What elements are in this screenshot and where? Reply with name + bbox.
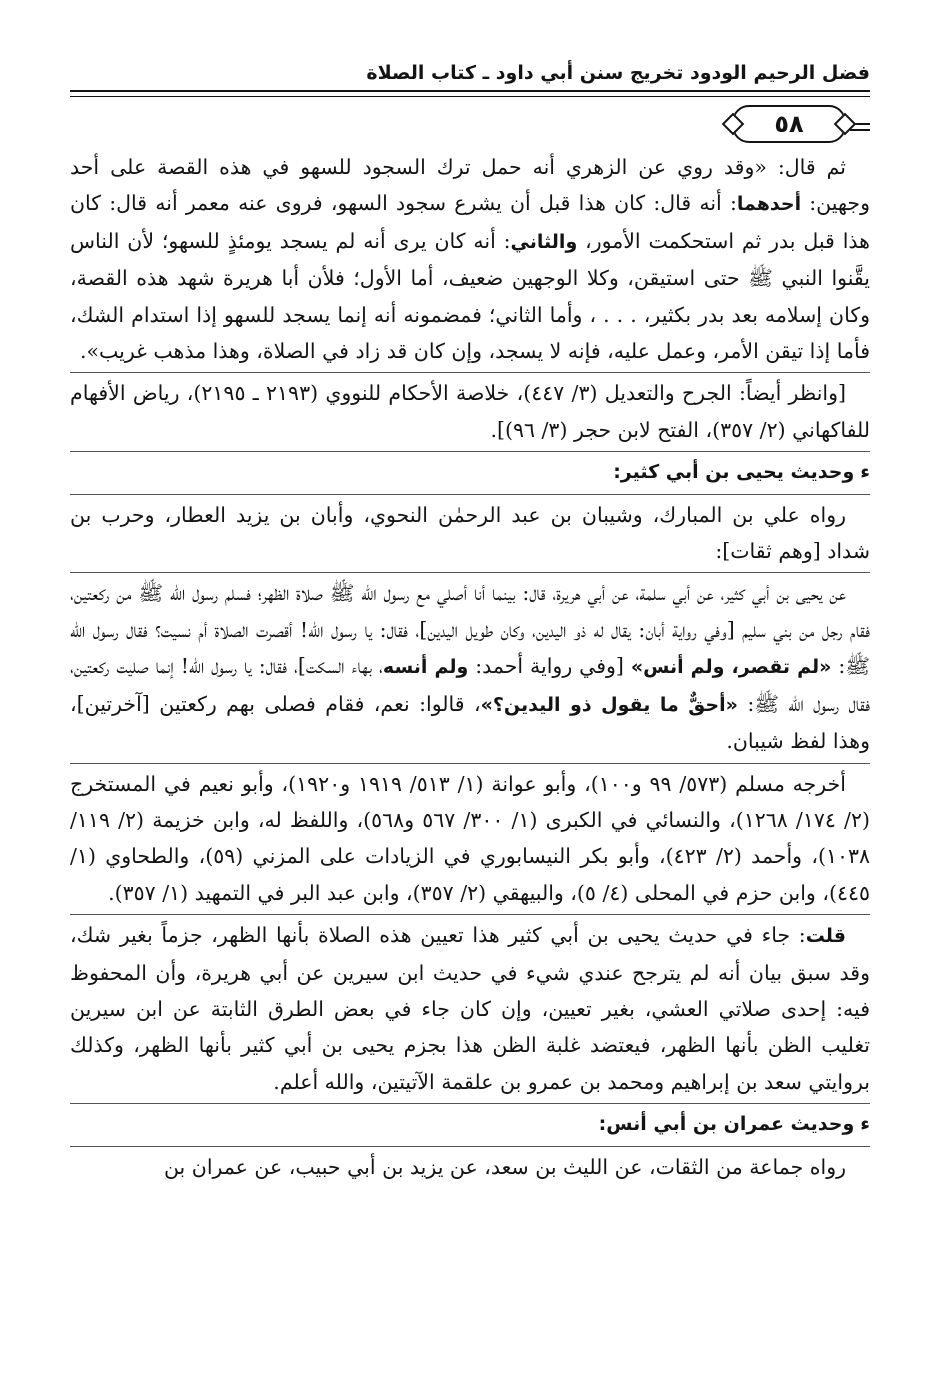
heading-text: وحديث يحيى بن أبي كثير: [613, 461, 855, 484]
bold-term: قلت [805, 925, 846, 948]
ornament-line [850, 129, 870, 131]
bold-term: أحدهما [736, 193, 802, 216]
paragraph: رواه جماعة من الثقات، عن الليث بن سعد، عن يزيد بن أبي حبيب، عن عمران بن [163, 1154, 846, 1179]
paragraph [70, 149, 870, 369]
takhrij-paragraph: أخرجه مسلم (٥٧٣/ ٩٩ و١٠٠)، وأبو عوانة (١/ ٥١٣/ ١٩١٩ و١٩٢٠)، وأبو نعيم في المستخرج (٢/ ١٧٤/ ١٢٦٨)، والنسائي في الكبرى (١/ ٣٠٠/ ٥٦٧ و٥٦٨)، واللفظ له، وابن خزيمة (٢/ ١١٩/ ١٠٣٨)، وأحمد (٢/ ٤٢٣)، وأبو بكر النيسابوري في الزيادات على المزني (٥٩)، والطحاوي (١/ ٤٤٥)، وابن حزم في المحلى (٤/ ٥)، والبيهقي (٢/ ٣٥٧)، وابن عبد البر في التمهيد (١/ ٣٥٧). [70, 771, 871, 905]
reference-note: [وانظر أيضاً: الجرح والتعديل (٣/ ٤٤٧)، خلاصة الأحكام للنووي (٢١٩٣ ـ ٢١٩٥)، رياض الأفهام للفاكهاني (٢/ ٣٥٧)، الفتح لابن حجر (٣/ ٩٦)]. [70, 381, 870, 442]
page-number: ٥٨ [774, 110, 804, 138]
header-rule [70, 90, 870, 97]
text-run: [وفي رواية أحمد: [468, 654, 631, 679]
paragraph-divider [70, 451, 870, 452]
paragraph-divider [70, 1103, 870, 1104]
heading-text: وحديث عمران بن أبي أنس: [598, 1113, 855, 1136]
section-heading [70, 454, 870, 490]
book-page [70, 44, 870, 1185]
page-number-row [70, 105, 870, 141]
paragraph-divider [70, 1146, 870, 1147]
bold-quote: «أحقٌّ ما يقول ذو اليدين؟» [480, 693, 738, 716]
main-text [70, 149, 870, 1185]
bold-quote: ولم أنسه [382, 656, 469, 679]
hadith-text [70, 575, 870, 759]
paragraph: رواه علي بن المبارك، وشيبان بن عبد الرحمٰن النحوي، وأبان بن يزيد العطار، وحرب بن شداد [وهم ثقات]: [70, 502, 870, 564]
section-bullet-icon: ء [860, 1113, 870, 1136]
text-run: : أنه كان يرى أنه لم يسجد يومئذٍ للسهو؛ لأن الناس يقَّنوا النبي ﷺ حتى استيقن، وكلا الوجهين ضعيف، أما الأول؛ فلأن أبا هريرة شهد هذه القصة، وكان إسلامه بعد بدر بكثير، . . . ، وأما الثاني؛ فمضمونه أنه إنما يسجد للسهو إذا استدام الشك، فأما إذا تيقن الأمر، وعمل عليه، فإنه لا يسجد، وإن كان قد زاد في الصلاة، وهذا مذهب غريب». [70, 228, 870, 364]
page-number-frame [732, 105, 846, 143]
section-bullet-icon: ء [860, 461, 870, 484]
commentary-paragraph [70, 917, 870, 1100]
text-run: ثم قال: «وقد روي عن الزهري أنه حمل ترك السجود للسهو في هذه القصة على أحد وجهين: [70, 155, 870, 216]
text-run: : أنه قال: كان هذا قبل أن يشرع سجود السهو، فروى عنه معمر أنه قال: كان هذا قبل بدر ثم استحكمت الأمور، [70, 191, 870, 253]
running-header [70, 44, 870, 84]
paragraph-divider [70, 763, 870, 764]
text-run: ، بهاء السكت]، فقال: يا رسول الله! إنما صليت ركعتين، فقال رسول الله ﷺ: [70, 654, 870, 716]
paragraph-divider [70, 572, 870, 573]
text-run: عن يحيى بن أبي كثير، عن أبي سلمة، عن أبي هريرة، قال: بينما أنا أصلي مع رسول الله ﷺ صلاة الظهر؛ فسلم رسول الله ﷺ من ركعتين، فقام رجل من بني سليم [وفي رواية أبان: يقال له ذو اليدين، وكان طويل اليدين]، فقال: يا رسول الله! أقصرت الصلاة أم نسيت؟ فقال رسول الله ﷺ: [70, 581, 870, 679]
section-heading [70, 1106, 870, 1142]
text-run: ، قالوا: نعم، فقام فصلى بهم ركعتين [آخرتين]، وهذا لفظ شيبان. [70, 691, 870, 754]
bold-quote: «لم تقصر، ولم أنس» [630, 656, 832, 679]
paragraph-divider [70, 914, 870, 915]
paragraph-divider [70, 494, 870, 495]
running-title: فضل الرحيم الودود تخريج سنن أبي داود ـ كتاب الصلاة [366, 62, 870, 84]
paragraph-divider [70, 372, 870, 373]
bold-term: والثاني [510, 230, 578, 253]
text-run: : جاء في حديث يحيى بن أبي كثير هذا تعيين هذه الصلاة بأنها الظهر، جزماً بغير شك، وقد سبق بيان أنه لم يترجح عندي شيء في حديث ابن سيرين عن أبي هريرة، وأن المحفوظ فيه: إحدى صلاتي العشي، بغير تعيين، وإن كان جاء في بعض الطرق الثابتة عن ابن سيرين تغليب الظن بأنها الظهر، فيعتضد غلبة الظن هذا بجزم يحيى بن أبي كثير بأنها الظهر، وكذلك بروايتي سعد بن إبراهيم ومحمد بن عمرو بن علقمة الآتيتين، والله أعلم. [70, 923, 870, 1094]
